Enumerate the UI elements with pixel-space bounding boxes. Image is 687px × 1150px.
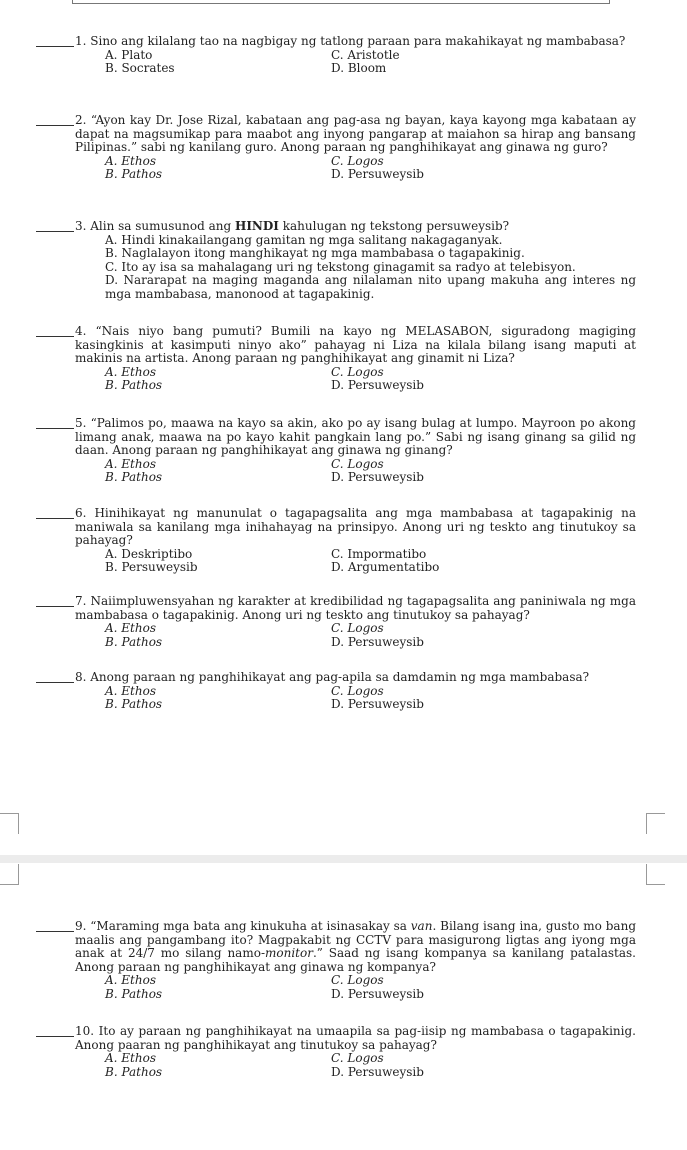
option-d: D. Persuweysib xyxy=(331,1064,424,1079)
answer-blank-5[interactable] xyxy=(36,417,74,429)
question-3 xyxy=(36,220,636,301)
question-8 xyxy=(36,671,636,712)
question-7-options xyxy=(105,622,636,649)
option-a: A. Ethos xyxy=(105,364,156,379)
option-a: A. Deskriptibo xyxy=(105,546,193,561)
question-3-text: 3. Alin sa sumusunod ang HINDI kahulugan ng tekstong persuweysib? xyxy=(75,219,510,233)
question-7 xyxy=(36,595,636,649)
answer-blank-7[interactable] xyxy=(36,595,74,607)
option-d: D. Persuweysib xyxy=(331,167,424,181)
question-4-text: 4. “Nais niyo bang pumuti? Bumili na kayo ng MELASABON, siguradong magiging kasingkinis at kasimputi ninyo ako” pahayag ni Liza na kilala bilang isang maputi at makinis na artista. Anong paraan ng panghihikayat ang ginamit ni Liza? xyxy=(75,324,636,365)
question-9-options xyxy=(105,974,636,1001)
page-corner-mark xyxy=(646,864,665,885)
question-2-text: 2. “Ayon kay Dr. Jose Rizal, kabataan ang pag-asa ng bayan, kaya kayong mga kabataan ay dapat na magsumikap para maabot ang inyong pangarap at maiahon sa hirap ang bansang Pilipinas.” sabi ng kanilang guro. Anong paraan ng panghihikayat ang ginawa ng guro? xyxy=(75,113,636,154)
option-b: B. Pathos xyxy=(105,986,163,1001)
option-c: C. Logos xyxy=(331,456,384,471)
question-4-options xyxy=(105,366,636,393)
question-2 xyxy=(36,114,636,182)
option-a: A. Ethos xyxy=(105,153,156,168)
question-8-text: 8. Anong paraan ng panghihikayat ang pag-apila sa damdamin ng mga mambabasa? xyxy=(75,670,590,684)
option-c: C. Logos xyxy=(331,973,384,987)
option-b: B. Pathos xyxy=(105,167,163,181)
option-d: D. Bloom xyxy=(331,61,387,75)
page-corner-mark xyxy=(0,864,19,885)
question-10-options xyxy=(105,1052,636,1079)
option-c: C. Aristotle xyxy=(331,47,400,62)
answer-blank-4[interactable] xyxy=(36,325,74,337)
option-d: D. Persuweysib xyxy=(331,378,424,392)
question-6 xyxy=(36,507,636,575)
option-a: A. Plato xyxy=(105,47,153,62)
option-b: B. Persuweysib xyxy=(105,560,198,574)
answer-blank-9[interactable] xyxy=(36,920,74,932)
answer-blank-3[interactable] xyxy=(36,220,74,232)
question-6-options xyxy=(105,548,636,575)
question-9 xyxy=(36,920,636,1001)
option-b: B. Pathos xyxy=(105,470,163,484)
question-3-choices xyxy=(105,234,636,302)
choice-d: D. Nararapat na maging maganda ang nilalaman nito upang makuha ang interes ng mga mambabasa, manonood at tagapakinig. xyxy=(105,273,636,301)
question-5 xyxy=(36,417,636,485)
option-b: B. Pathos xyxy=(105,697,163,711)
page-corner-mark xyxy=(646,813,665,834)
option-b: B. Pathos xyxy=(105,634,163,649)
option-a: A. Ethos xyxy=(105,621,156,635)
option-d: D. Persuweysib xyxy=(331,986,424,1001)
option-d: D. Persuweysib xyxy=(331,697,424,711)
question-6-text: 6. Hinihikayat ng manunulat o tagapagsalita ang mga mambabasa at tagapakinig na maniwala sa kanilang mga inihahayag na prinsipyo. Anong uri ng teskto ang tinutukoy sa pahayag? xyxy=(75,506,636,547)
option-c: C. Impormatibo xyxy=(331,546,427,561)
option-b: B. Pathos xyxy=(105,1064,163,1079)
question-5-options xyxy=(105,458,636,485)
question-9-text: 9. “Maraming mga bata ang kinukuha at isinasakay sa van. Bilang isang ina, gusto mo bang maalis ang pangambang ito? Magpakabit ng CCTV para masigurong ligtas ang iyong mga anak at 24/7 mo silang namo-monitor.” Saad ng isang kompanya sa kanilang patalastas. Anong paraan ng panghihikayat ang ginawa ng kompanya? xyxy=(75,919,636,974)
question-1 xyxy=(36,35,636,76)
choice-a: A. Hindi kinakailangang gamitan ng mga salitang nakagaganyak. xyxy=(105,232,503,247)
question-2-options xyxy=(105,155,636,182)
question-7-text: 7. Naiimpluwensyahan ng karakter at kredibilidad ng tagapagsalita ang paniniwala ng mga mambabasa o tagapakinig. Anong uri ng teskto ang tinutukoy sa pahayag? xyxy=(75,594,636,622)
choice-c: C. Ito ay isa sa mahalagang uri ng tekstong ginagamit sa radyo at telebisyon. xyxy=(105,259,576,274)
question-5-text: 5. “Palimos po, maawa na kayo sa akin, ako po ay isang bulag at lumpo. Mayroon po akong limang anak, maawa na po kayo kahit pangkain lang po.” Sabi ng isang ginang sa gilid ng daan. Anong paraan ng panghihikayat ang ginawa ng ginang? xyxy=(75,416,636,457)
question-4 xyxy=(36,325,636,393)
option-c: C. Logos xyxy=(331,153,384,168)
option-d: D. Argumentatibo xyxy=(331,560,440,574)
emphasis-hindi: HINDI xyxy=(234,219,279,233)
answer-blank-10[interactable] xyxy=(36,1025,74,1037)
option-a: A. Ethos xyxy=(105,973,156,987)
answer-blank-8[interactable] xyxy=(36,671,74,683)
option-c: C. Logos xyxy=(331,1051,384,1065)
option-a: A. Ethos xyxy=(105,683,156,698)
choice-b: B. Naglalayon itong manghikayat ng mga mambabasa o tagapakinig. xyxy=(105,246,525,260)
option-b: B. Pathos xyxy=(105,378,163,392)
question-10 xyxy=(36,1025,636,1079)
answer-blank-2[interactable] xyxy=(36,114,74,126)
page-break xyxy=(0,855,687,863)
question-8-options xyxy=(105,685,636,712)
question-1-text: 1. Sino ang kilalang tao na nagbigay ng tatlong paraan para makahikayat ng mambabasa? xyxy=(75,34,626,48)
option-d: D. Persuweysib xyxy=(331,470,424,484)
page-corner-mark xyxy=(0,813,19,834)
option-c: C. Logos xyxy=(331,621,384,635)
answer-blank-1[interactable] xyxy=(36,35,74,47)
option-a: A. Ethos xyxy=(105,456,156,471)
option-a: A. Ethos xyxy=(105,1051,156,1065)
question-10-text: 10. Ito ay paraan ng panghihikayat na umaapila sa pag-iisip ng mambabasa o tagapakinig. Anong paaran ng panghihikayat ang tinutukoy sa pahayag? xyxy=(75,1024,636,1052)
option-d: D. Persuweysib xyxy=(331,634,424,649)
option-c: C. Logos xyxy=(331,683,384,698)
option-b: B. Socrates xyxy=(105,61,175,75)
top-box-edge xyxy=(72,0,610,4)
answer-blank-6[interactable] xyxy=(36,507,74,519)
question-1-options xyxy=(105,49,636,76)
option-c: C. Logos xyxy=(331,364,384,379)
